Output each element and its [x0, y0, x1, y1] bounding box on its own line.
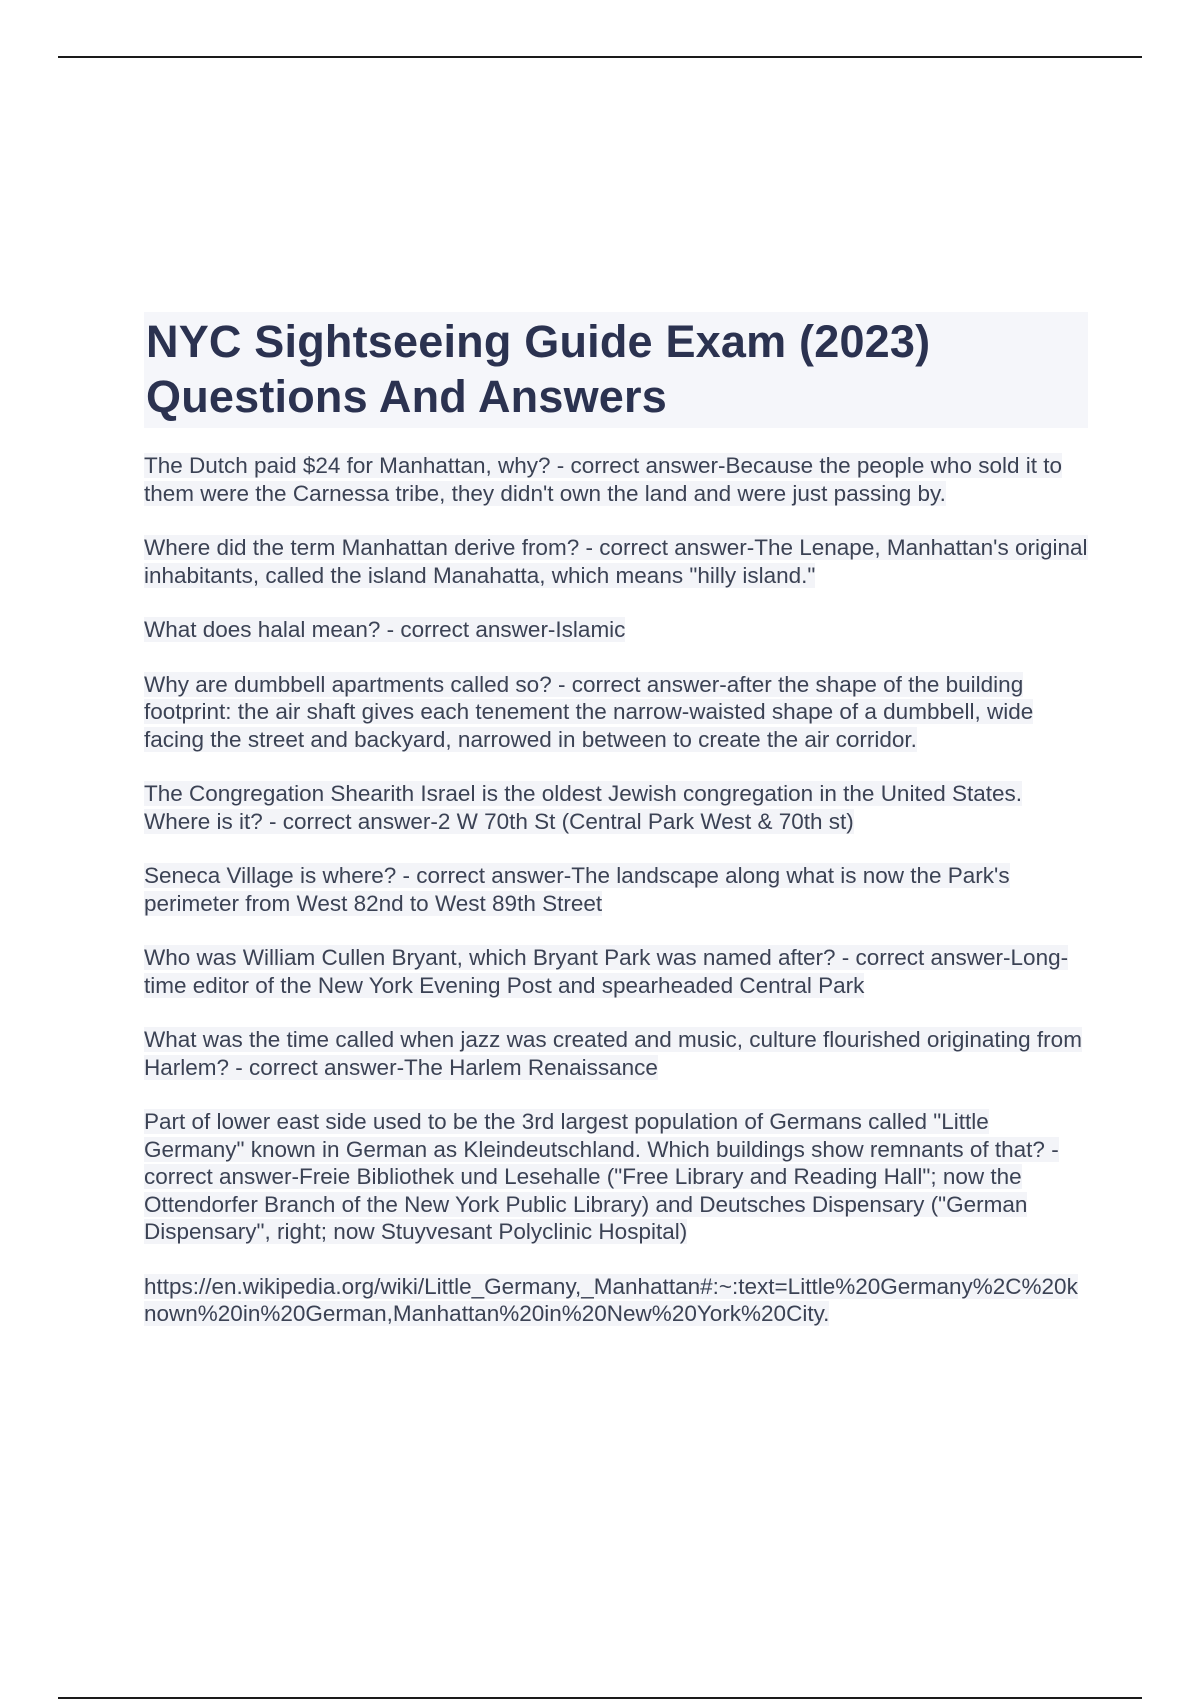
qa-item — [144, 452, 1088, 507]
title-block — [144, 312, 1088, 428]
qa-text: Where did the term Manhattan derive from? - correct answer-The Lenape, Manhattan's original inhabitants, called the island Manahatta, which means "hilly island." — [144, 535, 1088, 588]
title-line-1: NYC Sightseeing Guide Exam (2023) — [146, 316, 931, 367]
page-title — [146, 314, 1084, 424]
qa-item — [144, 944, 1088, 999]
qa-item — [144, 862, 1088, 917]
qa-text: The Dutch paid $24 for Manhattan, why? - correct answer-Because the people who sold it to them were the Carnessa tribe, they didn't own the land and were just passing by. — [144, 453, 1063, 506]
qa-text: Why are dumbbell apartments called so? - correct answer-after the shape of the building footprint: the air shaft gives each tenement the narrow-waisted shape of a dumbbell, wide facing the street and backyard, narrowed in between to create the air corridor. — [144, 671, 1034, 752]
qa-list — [144, 452, 1088, 1328]
qa-item — [144, 1026, 1088, 1081]
qa-item — [144, 534, 1088, 589]
qa-item — [144, 616, 1088, 644]
reference-link[interactable] — [144, 1273, 1088, 1328]
qa-item — [144, 1108, 1088, 1246]
top-rule — [58, 56, 1142, 58]
qa-text: What was the time called when jazz was created and music, culture flourished originating from Harlem? - correct answer-The Harlem Renaissance — [144, 1027, 1082, 1080]
reference-link-text[interactable]: https://en.wikipedia.org/wiki/Little_Germany,_Manhattan#:~:text=Little%20Germany%2C%20known%20in%20German,Manhattan%20in%20New%20York%20City. — [144, 1273, 1078, 1326]
qa-item — [144, 671, 1088, 754]
qa-text: Seneca Village is where? - correct answer-The landscape along what is now the Park's perimeter from West 82nd to West 89th Street — [144, 863, 1010, 916]
qa-text: Part of lower east side used to be the 3rd largest population of Germans called "Little Germany" known in German as Kleindeutschland. Which buildings show remnants of that? - correct answer-Freie Bibliothek und Lesehalle ("Free Library and Reading Hall"; now the Ottendorfer Branch of the New York Public Library) and Deutsches Dispensary ("German Dispensary", right; now Stuyvesant Polyclinic Hospital) — [144, 1109, 1059, 1244]
title-line-2: Questions And Answers — [146, 371, 667, 422]
qa-text: Who was William Cullen Bryant, which Bryant Park was named after? - correct answer-Long-time editor of the New York Evening Post and spearheaded Central Park — [144, 945, 1069, 998]
qa-text: What does halal mean? - correct answer-Islamic — [144, 617, 626, 642]
bottom-rule — [58, 1697, 1142, 1699]
qa-item — [144, 780, 1088, 835]
qa-text: The Congregation Shearith Israel is the oldest Jewish congregation in the United States. Where is it? - correct answer-2 W 70th St (Central Park West & 70th st) — [144, 781, 1023, 834]
